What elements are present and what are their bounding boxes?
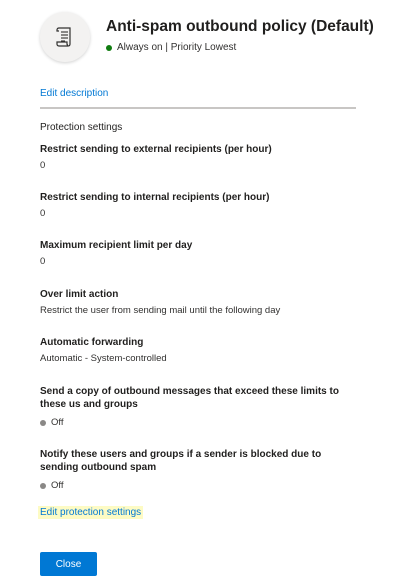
policy-status xyxy=(106,42,236,53)
policy-scroll-icon xyxy=(54,25,76,49)
setting-value-external-recipients: 0 xyxy=(40,160,46,171)
page-title: Anti-spam outbound policy (Default) xyxy=(106,18,374,35)
setting-label-recipient-limit: Maximum recipient limit per day xyxy=(40,240,193,251)
setting-value-notify-blocked xyxy=(40,480,64,491)
notify-blocked-status: Off xyxy=(51,480,64,491)
setting-label-internal-recipients: Restrict sending to internal recipients (per hour) xyxy=(40,192,270,203)
section-title: Protection settings xyxy=(40,122,123,133)
edit-description-link[interactable]: Edit description xyxy=(40,88,109,99)
edit-protection-settings-link[interactable]: Edit protection settings xyxy=(40,507,142,518)
setting-label-automatic-forwarding: Automatic forwarding xyxy=(40,337,144,348)
setting-value-over-limit-action: Restrict the user from sending mail until the following day xyxy=(40,305,281,316)
status-off-icon xyxy=(40,420,46,426)
setting-label-send-copy: Send a copy of outbound messages that exceed these limits to these us and groups xyxy=(40,386,339,410)
send-copy-status: Off xyxy=(51,417,64,428)
status-off-icon xyxy=(40,483,46,489)
policy-avatar xyxy=(40,12,90,62)
status-text: Always on | Priority Lowest xyxy=(117,42,237,53)
setting-value-send-copy xyxy=(40,417,64,428)
setting-label-external-recipients: Restrict sending to external recipients (per hour) xyxy=(40,144,272,155)
setting-label-over-limit-action: Over limit action xyxy=(40,289,119,300)
status-on-icon xyxy=(106,45,112,51)
setting-label-notify-blocked: Notify these users and groups if a sender is blocked due to sending outbound spam xyxy=(40,449,322,473)
setting-value-internal-recipients: 0 xyxy=(40,208,46,219)
setting-value-recipient-limit: 0 xyxy=(40,256,46,267)
divider xyxy=(40,107,356,109)
close-button[interactable]: Close xyxy=(40,552,97,576)
setting-value-automatic-forwarding: Automatic - System-controlled xyxy=(40,353,167,364)
